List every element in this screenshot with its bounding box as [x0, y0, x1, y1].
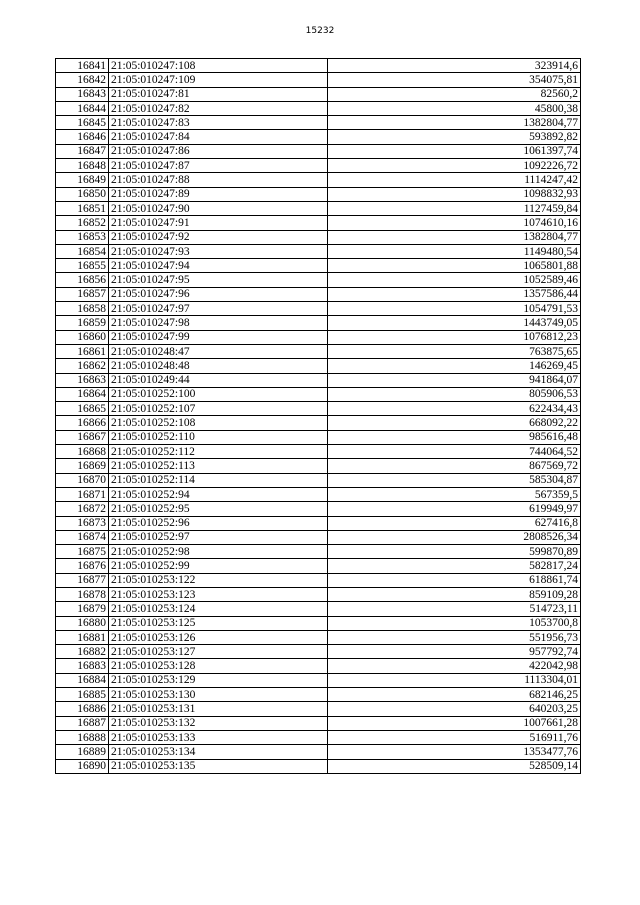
cadastral-value-table: [55, 58, 581, 774]
row-number-cell: 16876: [56, 559, 109, 573]
table-row: [56, 487, 581, 501]
table-row: [56, 73, 581, 87]
cadastral-number-cell: 21:05:010253:123: [109, 587, 328, 601]
table-row: [56, 673, 581, 687]
cadastral-number-cell: 21:05:010252:108: [109, 416, 328, 430]
table-row: [56, 616, 581, 630]
row-number-cell: 16866: [56, 416, 109, 430]
row-number-cell: 16858: [56, 302, 109, 316]
table-row: [56, 159, 581, 173]
row-number-cell: 16869: [56, 459, 109, 473]
cadastral-number-cell: 21:05:010252:96: [109, 516, 328, 530]
cadastral-value-cell: 618861,74: [328, 573, 581, 587]
cadastral-number-cell: 21:05:010252:114: [109, 473, 328, 487]
row-number-cell: 16842: [56, 73, 109, 87]
row-number-cell: 16873: [56, 516, 109, 530]
cadastral-number-cell: 21:05:010248:48: [109, 359, 328, 373]
cadastral-number-cell: 21:05:010253:128: [109, 659, 328, 673]
cadastral-number-cell: 21:05:010249:44: [109, 373, 328, 387]
table-row: [56, 745, 581, 759]
cadastral-value-cell: 941864,07: [328, 373, 581, 387]
row-number-cell: 16868: [56, 445, 109, 459]
table-row: [56, 559, 581, 573]
page-number: 15232: [305, 26, 335, 36]
cadastral-value-cell: 744064,52: [328, 445, 581, 459]
table-row: [56, 201, 581, 215]
cadastral-number-cell: 21:05:010247:90: [109, 201, 328, 215]
cadastral-value-cell: 1076812,23: [328, 330, 581, 344]
cadastral-value-cell: 567359,5: [328, 487, 581, 501]
row-number-cell: 16852: [56, 216, 109, 230]
cadastral-value-cell: 354075,81: [328, 73, 581, 87]
cadastral-value-cell: 1149480,54: [328, 244, 581, 258]
table-row: [56, 316, 581, 330]
table-row: [56, 87, 581, 101]
row-number-cell: 16872: [56, 502, 109, 516]
cadastral-number-cell: 21:05:010253:130: [109, 688, 328, 702]
cadastral-value-cell: 682146,25: [328, 688, 581, 702]
row-number-cell: 16870: [56, 473, 109, 487]
cadastral-value-cell: 585304,87: [328, 473, 581, 487]
cadastral-number-cell: 21:05:010253:131: [109, 702, 328, 716]
table-row: [56, 416, 581, 430]
row-number-cell: 16841: [56, 59, 109, 73]
row-number-cell: 16889: [56, 745, 109, 759]
table-row: [56, 59, 581, 73]
row-number-cell: 16871: [56, 487, 109, 501]
table-row: [56, 688, 581, 702]
table-body: [56, 59, 581, 774]
cadastral-number-cell: 21:05:010253:129: [109, 673, 328, 687]
table-row: [56, 387, 581, 401]
cadastral-value-cell: 619949,97: [328, 502, 581, 516]
cadastral-value-cell: 82560,2: [328, 87, 581, 101]
row-number-cell: 16864: [56, 387, 109, 401]
cadastral-number-cell: 21:05:010252:107: [109, 402, 328, 416]
cadastral-number-cell: 21:05:010253:135: [109, 759, 328, 773]
table-row: [56, 659, 581, 673]
cadastral-value-cell: 1052589,46: [328, 273, 581, 287]
table-row: [56, 516, 581, 530]
table-row: [56, 716, 581, 730]
cadastral-number-cell: 21:05:010247:84: [109, 130, 328, 144]
row-number-cell: 16881: [56, 630, 109, 644]
row-number-cell: 16855: [56, 259, 109, 273]
cadastral-number-cell: 21:05:010247:108: [109, 59, 328, 73]
row-number-cell: 16884: [56, 673, 109, 687]
row-number-cell: 16890: [56, 759, 109, 773]
cadastral-value-cell: 668092,22: [328, 416, 581, 430]
cadastral-value-cell: 422042,98: [328, 659, 581, 673]
cadastral-value-cell: 859109,28: [328, 587, 581, 601]
cadastral-value-cell: 582817,24: [328, 559, 581, 573]
cadastral-number-cell: 21:05:010247:93: [109, 244, 328, 258]
cadastral-number-cell: 21:05:010247:89: [109, 187, 328, 201]
row-number-cell: 16865: [56, 402, 109, 416]
table-row: [56, 545, 581, 559]
row-number-cell: 16843: [56, 87, 109, 101]
table-row: [56, 702, 581, 716]
row-number-cell: 16853: [56, 230, 109, 244]
table-row: [56, 144, 581, 158]
cadastral-value-cell: 1053700,8: [328, 616, 581, 630]
row-number-cell: 16861: [56, 344, 109, 358]
cadastral-value-cell: 1092226,72: [328, 159, 581, 173]
row-number-cell: 16886: [56, 702, 109, 716]
cadastral-number-cell: 21:05:010252:98: [109, 545, 328, 559]
cadastral-number-cell: 21:05:010253:132: [109, 716, 328, 730]
cadastral-value-cell: 1065801,88: [328, 259, 581, 273]
table-row: [56, 302, 581, 316]
cadastral-value-cell: 985616,48: [328, 430, 581, 444]
row-number-cell: 16846: [56, 130, 109, 144]
cadastral-number-cell: 21:05:010247:95: [109, 273, 328, 287]
table-row: [56, 216, 581, 230]
cadastral-number-cell: 21:05:010248:47: [109, 344, 328, 358]
cadastral-value-cell: 1443749,05: [328, 316, 581, 330]
cadastral-value-cell: 1357586,44: [328, 287, 581, 301]
row-number-cell: 16885: [56, 688, 109, 702]
cadastral-value-cell: 1074610,16: [328, 216, 581, 230]
cadastral-value-cell: 957792,74: [328, 645, 581, 659]
table-row: [56, 259, 581, 273]
cadastral-number-cell: 21:05:010247:82: [109, 101, 328, 115]
cadastral-value-cell: 763875,65: [328, 344, 581, 358]
cadastral-value-cell: 1382804,77: [328, 230, 581, 244]
cadastral-number-cell: 21:05:010252:112: [109, 445, 328, 459]
cadastral-value-cell: 1113304,01: [328, 673, 581, 687]
cadastral-number-cell: 21:05:010253:133: [109, 730, 328, 744]
table-row: [56, 173, 581, 187]
table-row: [56, 430, 581, 444]
row-number-cell: 16847: [56, 144, 109, 158]
cadastral-number-cell: 21:05:010247:98: [109, 316, 328, 330]
row-number-cell: 16844: [56, 101, 109, 115]
cadastral-value-cell: 1353477,76: [328, 745, 581, 759]
cadastral-number-cell: 21:05:010253:127: [109, 645, 328, 659]
table-row: [56, 402, 581, 416]
row-number-cell: 16845: [56, 116, 109, 130]
table-row: [56, 502, 581, 516]
cadastral-number-cell: 21:05:010252:99: [109, 559, 328, 573]
cadastral-value-cell: 516911,76: [328, 730, 581, 744]
row-number-cell: 16880: [56, 616, 109, 630]
table-row: [56, 116, 581, 130]
cadastral-number-cell: 21:05:010252:110: [109, 430, 328, 444]
table-row: [56, 530, 581, 544]
cadastral-value-cell: 1007661,28: [328, 716, 581, 730]
row-number-cell: 16878: [56, 587, 109, 601]
row-number-cell: 16862: [56, 359, 109, 373]
row-number-cell: 16877: [56, 573, 109, 587]
cadastral-value-cell: 146269,45: [328, 359, 581, 373]
cadastral-number-cell: 21:05:010253:125: [109, 616, 328, 630]
table-row: [56, 645, 581, 659]
cadastral-number-cell: 21:05:010247:96: [109, 287, 328, 301]
cadastral-number-cell: 21:05:010247:83: [109, 116, 328, 130]
row-number-cell: 16848: [56, 159, 109, 173]
cadastral-number-cell: 21:05:010247:81: [109, 87, 328, 101]
row-number-cell: 16863: [56, 373, 109, 387]
cadastral-value-cell: 2808526,34: [328, 530, 581, 544]
cadastral-value-cell: 1061397,74: [328, 144, 581, 158]
table-row: [56, 759, 581, 773]
cadastral-value-cell: 1127459,84: [328, 201, 581, 215]
row-number-cell: 16879: [56, 602, 109, 616]
cadastral-number-cell: 21:05:010247:92: [109, 230, 328, 244]
cadastral-number-cell: 21:05:010252:94: [109, 487, 328, 501]
cadastral-number-cell: 21:05:010253:122: [109, 573, 328, 587]
cadastral-value-cell: 627416,8: [328, 516, 581, 530]
cadastral-value-cell: 323914,6: [328, 59, 581, 73]
cadastral-number-cell: 21:05:010247:88: [109, 173, 328, 187]
row-number-cell: 16854: [56, 244, 109, 258]
row-number-cell: 16860: [56, 330, 109, 344]
cadastral-number-cell: 21:05:010253:126: [109, 630, 328, 644]
table-row: [56, 344, 581, 358]
cadastral-value-cell: 593892,82: [328, 130, 581, 144]
cadastral-value-cell: 514723,11: [328, 602, 581, 616]
table-row: [56, 101, 581, 115]
cadastral-number-cell: 21:05:010252:97: [109, 530, 328, 544]
row-number-cell: 16887: [56, 716, 109, 730]
cadastral-value-cell: 599870,89: [328, 545, 581, 559]
table-row: [56, 445, 581, 459]
cadastral-number-cell: 21:05:010247:97: [109, 302, 328, 316]
table-row: [56, 359, 581, 373]
row-number-cell: 16857: [56, 287, 109, 301]
cadastral-number-cell: 21:05:010253:124: [109, 602, 328, 616]
table-row: [56, 587, 581, 601]
table-row: [56, 473, 581, 487]
cadastral-value-cell: 1114247,42: [328, 173, 581, 187]
cadastral-number-cell: 21:05:010247:87: [109, 159, 328, 173]
cadastral-value-cell: 45800,38: [328, 101, 581, 115]
table-row: [56, 287, 581, 301]
cadastral-number-cell: 21:05:010252:100: [109, 387, 328, 401]
row-number-cell: 16850: [56, 187, 109, 201]
table-row: [56, 630, 581, 644]
cadastral-number-cell: 21:05:010247:109: [109, 73, 328, 87]
table-row: [56, 573, 581, 587]
cadastral-value-cell: 867569,72: [328, 459, 581, 473]
table-row: [56, 602, 581, 616]
table-row: [56, 230, 581, 244]
table-row: [56, 730, 581, 744]
cadastral-number-cell: 21:05:010252:113: [109, 459, 328, 473]
cadastral-number-cell: 21:05:010247:94: [109, 259, 328, 273]
cadastral-value-cell: 1382804,77: [328, 116, 581, 130]
cadastral-value-cell: 622434,43: [328, 402, 581, 416]
cadastral-value-cell: 805906,53: [328, 387, 581, 401]
cadastral-number-cell: 21:05:010247:91: [109, 216, 328, 230]
row-number-cell: 16874: [56, 530, 109, 544]
table-row: [56, 130, 581, 144]
cadastral-value-cell: 1054791,53: [328, 302, 581, 316]
cadastral-value-cell: 528509,14: [328, 759, 581, 773]
row-number-cell: 16875: [56, 545, 109, 559]
cadastral-value-cell: 551956,73: [328, 630, 581, 644]
row-number-cell: 16856: [56, 273, 109, 287]
cadastral-number-cell: 21:05:010247:86: [109, 144, 328, 158]
row-number-cell: 16859: [56, 316, 109, 330]
table-row: [56, 330, 581, 344]
cadastral-number-cell: 21:05:010253:134: [109, 745, 328, 759]
row-number-cell: 16882: [56, 645, 109, 659]
row-number-cell: 16883: [56, 659, 109, 673]
table-row: [56, 373, 581, 387]
row-number-cell: 16851: [56, 201, 109, 215]
table-row: [56, 187, 581, 201]
cadastral-number-cell: 21:05:010252:95: [109, 502, 328, 516]
table-row: [56, 273, 581, 287]
row-number-cell: 16849: [56, 173, 109, 187]
cadastral-value-cell: 1098832,93: [328, 187, 581, 201]
table-row: [56, 459, 581, 473]
cadastral-value-cell: 640203,25: [328, 702, 581, 716]
row-number-cell: 16888: [56, 730, 109, 744]
table-row: [56, 244, 581, 258]
row-number-cell: 16867: [56, 430, 109, 444]
cadastral-number-cell: 21:05:010247:99: [109, 330, 328, 344]
